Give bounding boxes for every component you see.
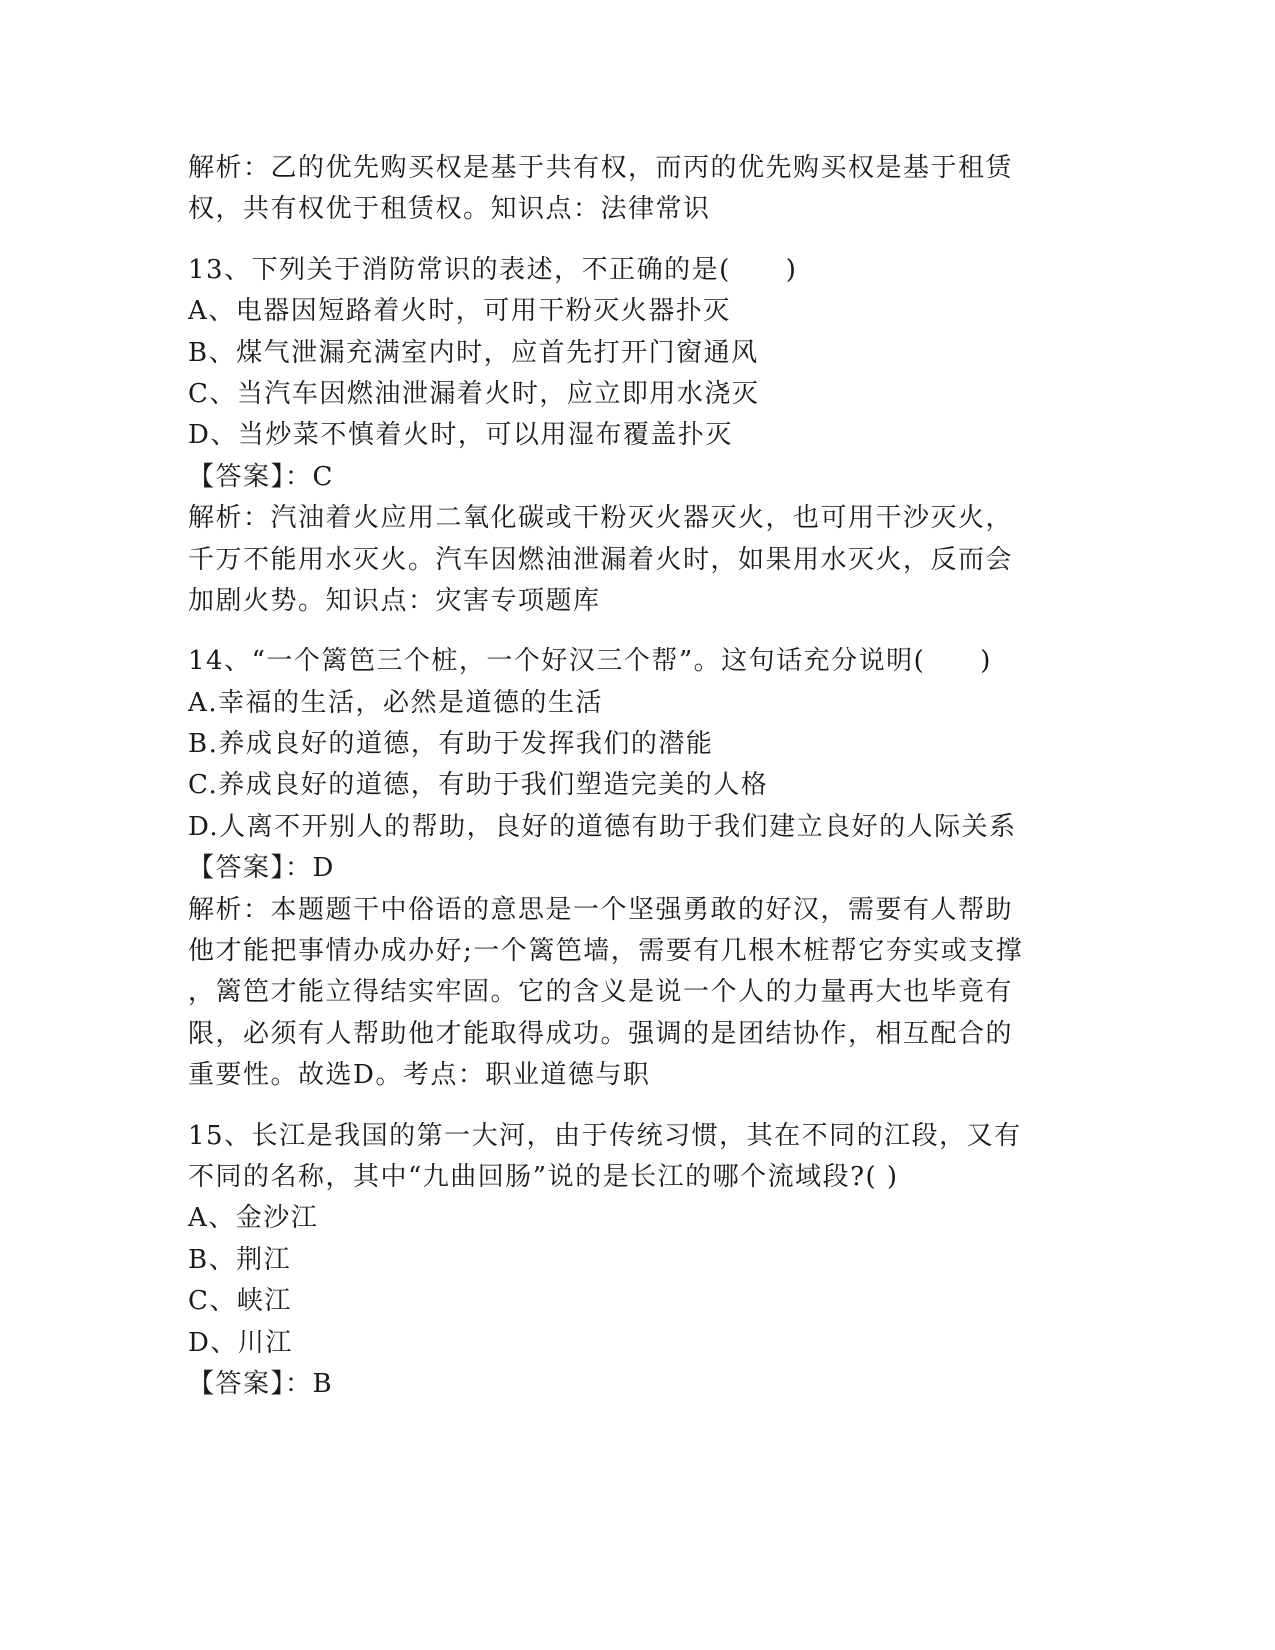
explanation-line: 解析：乙的优先购买权是基于共有权，而丙的优先购买权是基于租赁	[188, 153, 1014, 183]
explanation-line: ，篱笆才能立得结实牢固。它的含义是说一个人的力量再大也毕竟有	[188, 977, 1014, 1008]
option-a: A、金沙江	[188, 1203, 319, 1234]
option-c: C、当汽车因燃油泄漏着火时，应立即用水浇灭	[188, 378, 760, 409]
answer: 【答案】：D	[188, 853, 335, 884]
option-a: A.幸福的生活，必然是道德的生活	[188, 687, 604, 718]
question-14	[188, 641, 1088, 1096]
answer: 【答案】：C	[188, 461, 334, 492]
question-13	[188, 250, 1088, 623]
option-c: C、峡江	[188, 1286, 292, 1317]
option-d: D.人离不开别人的帮助，良好的道德有助于我们建立良好的人际关系	[188, 811, 1017, 842]
option-b: B、荆江	[188, 1244, 292, 1275]
question-text: 15、长江是我国的第一大河，由于传统习惯，其在不同的江段，又有	[188, 1120, 1022, 1151]
explanation-line: 限，必须有人帮助他才能取得成功。强调的是团结协作，相互配合的	[188, 1018, 1014, 1049]
explanation-line: 加剧火势。知识点：灾害专项题库	[188, 585, 601, 616]
question-text: 14、“一个篱笆三个桩，一个好汉三个帮”。这句话充分说明( )	[188, 646, 992, 677]
question-15	[188, 1116, 1088, 1406]
question-text: 不同的名称，其中“九曲回肠”说的是长江的哪个流域段?( )	[188, 1161, 899, 1192]
explanation-line: 千万不能用水灭火。汽车因燃油泄漏着火时，如果用水灭火，反而会	[188, 544, 1014, 575]
explanation-line: 权，共有权优于租赁权。知识点：法律常识	[188, 194, 711, 225]
prev-explanation	[188, 148, 1088, 231]
option-a: A、电器因短路着火时，可用干粉灭火器扑灭	[188, 296, 731, 327]
explanation-line: 重要性。故选D。考点：职业道德与职	[188, 1060, 651, 1091]
explanation-line: 他才能把事情办成办好;一个篱笆墙，需要有几根木桩帮它夯实或支撑	[188, 936, 1024, 967]
option-b: B.养成良好的道德，有助于发挥我们的潜能	[188, 729, 714, 760]
question-text: 13、下列关于消防常识的表述，不正确的是( )	[188, 254, 798, 285]
explanation-line: 解析：汽油着火应用二氧化碳或干粉灭火器灭火，也可用干沙灭火，	[188, 503, 1014, 534]
option-b: B、煤气泄漏充满室内时，应首先打开门窗通风	[188, 337, 759, 368]
explanation-line: 解析：本题题干中俗语的意思是一个坚强勇敢的好汉，需要有人帮助	[188, 894, 1014, 925]
option-d: D、川江	[188, 1327, 293, 1358]
option-d: D、当炒菜不慎着火时，可以用湿布覆盖扑灭	[188, 420, 733, 451]
document-body	[188, 148, 1088, 1405]
answer: 【答案】：B	[188, 1368, 334, 1399]
option-c: C.养成良好的道德，有助于我们塑造完美的人格	[188, 770, 769, 801]
